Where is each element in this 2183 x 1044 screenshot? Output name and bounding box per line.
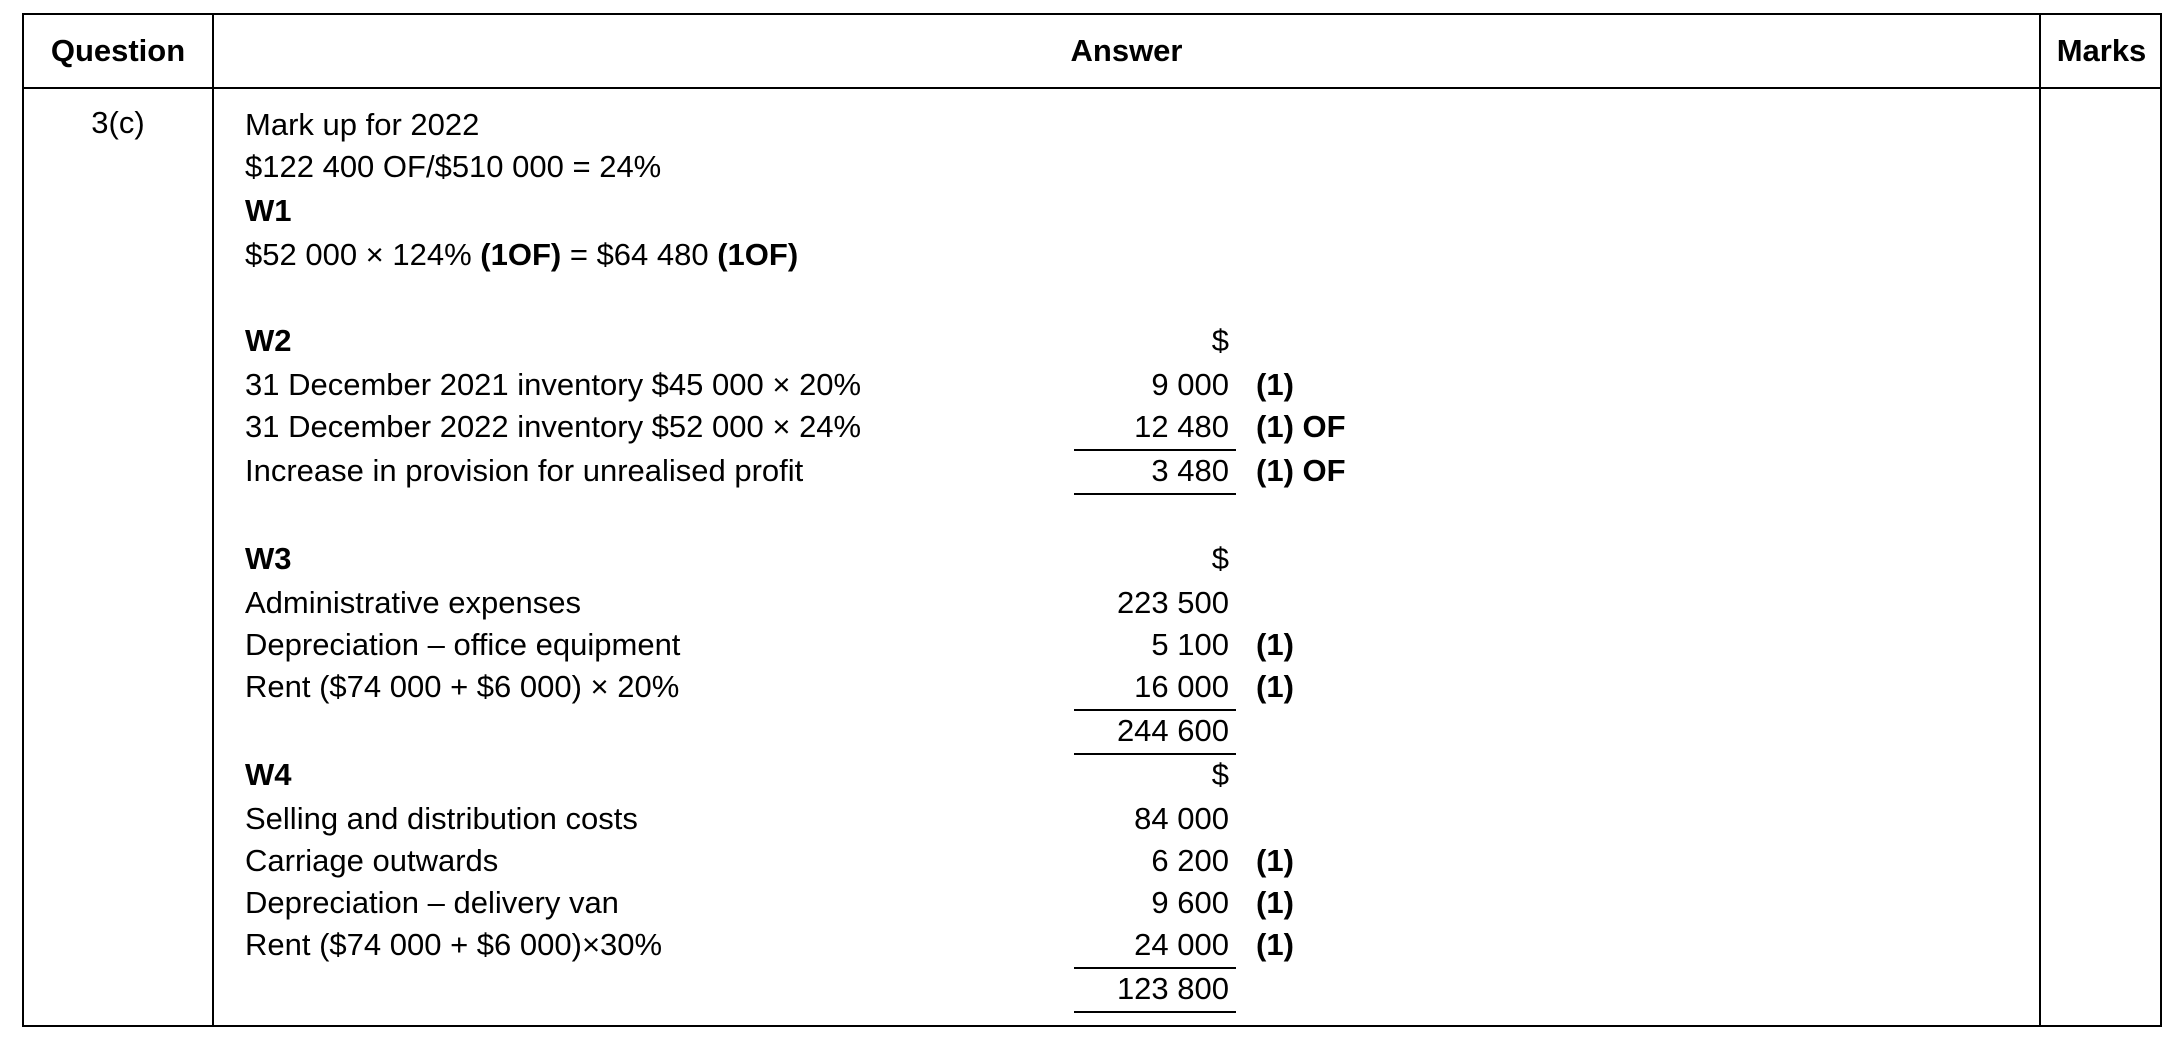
w3-heading: W3 [245,541,292,576]
w3-total-row [24,713,2160,753]
w4-row-label: Rent ($74 000 + $6 000)×30% [245,927,663,962]
header-marks: Marks [2056,33,2147,68]
w2-heading: W2 [245,323,292,358]
w3-row-mark: (1) [1256,669,1294,704]
w4-row-label: Depreciation – delivery van [245,885,619,920]
w2-row-mark: (1) [1256,367,1294,402]
w4-total-row [24,971,2160,1011]
w4-row [24,801,2160,841]
w2-currency: $ [1211,323,1229,358]
total-underline [1074,753,1236,755]
w4-row-label: Carriage outwards [245,843,499,878]
w3-row [24,627,2160,667]
w2-row-amount: 3 480 [1151,453,1229,488]
w1-mark: (1OF) [717,237,799,272]
w4-row [24,843,2160,883]
w3-currency: $ [1211,541,1229,576]
w1-calc [245,237,798,273]
w2-heading-row [24,323,2160,363]
markup-heading: Mark up for 2022 [245,107,480,142]
w2-row-amount: 12 480 [1134,409,1229,444]
w2-row [24,409,2160,449]
w2-row-mark: (1) OF [1256,409,1346,444]
w2-row-label: Increase in provision for unrealised profit [245,453,804,488]
w1-heading: W1 [245,193,292,228]
w3-heading-row [24,541,2160,581]
header-question: Question [50,33,186,68]
w3-row [24,669,2160,709]
w4-heading: W4 [245,757,292,792]
w4-row-label: Selling and distribution costs [245,801,638,836]
w3-row [24,585,2160,625]
w4-row [24,885,2160,925]
subtotal-underline [1074,449,1236,451]
w3-row-mark: (1) [1256,627,1294,662]
w3-row-label: Depreciation – office equipment [245,627,681,662]
total-underline [1074,1011,1236,1013]
w4-row-mark: (1) [1256,885,1294,920]
w4-row-amount: 6 200 [1151,843,1229,878]
w2-row [24,453,2160,493]
markup-heading-row [24,107,2160,147]
header-divider [24,87,2160,89]
w4-row-amount: 84 000 [1134,801,1229,836]
w2-row-mark: (1) OF [1256,453,1346,488]
w3-row-amount: 223 500 [1116,585,1229,620]
markup-calc: $122 400 OF/$510 000 = 24% [245,149,662,184]
w4-row-mark: (1) [1256,843,1294,878]
w3-row-amount: 5 100 [1151,627,1229,662]
w4-currency: $ [1211,757,1229,792]
w4-heading-row [24,757,2160,797]
w1-mark: (1OF) [480,237,562,272]
header-answer: Answer [1070,33,1183,68]
w4-row [24,927,2160,967]
markup-calc-row [24,149,2160,189]
w3-row-label: Administrative expenses [245,585,581,620]
mark-scheme-table [22,13,2162,1027]
subtotal-underline [1074,709,1236,711]
w3-row-amount: 16 000 [1134,669,1229,704]
w4-row-mark: (1) [1256,927,1294,962]
subtotal-underline [1074,967,1236,969]
w3-row-label: Rent ($74 000 + $6 000) × 20% [245,669,680,704]
total-underline [1074,493,1236,495]
w2-row-label: 31 December 2021 inventory $45 000 × 20% [245,367,862,402]
w2-row-amount: 9 000 [1151,367,1229,402]
w4-row-amount: 9 600 [1151,885,1229,920]
w4-row-amount: 24 000 [1134,927,1229,962]
w1-calc-text: $52 000 × 124% [245,237,481,272]
w3-total: 244 600 [1116,713,1229,748]
w4-total: 123 800 [1116,971,1229,1006]
w1-result-text: = $64 480 [561,237,718,272]
question-number: 3(c) [91,105,145,140]
w1-heading-row [24,193,2160,233]
w2-row-label: 31 December 2022 inventory $52 000 × 24% [245,409,862,444]
w2-row [24,367,2160,407]
w1-calc-row [24,237,2160,277]
